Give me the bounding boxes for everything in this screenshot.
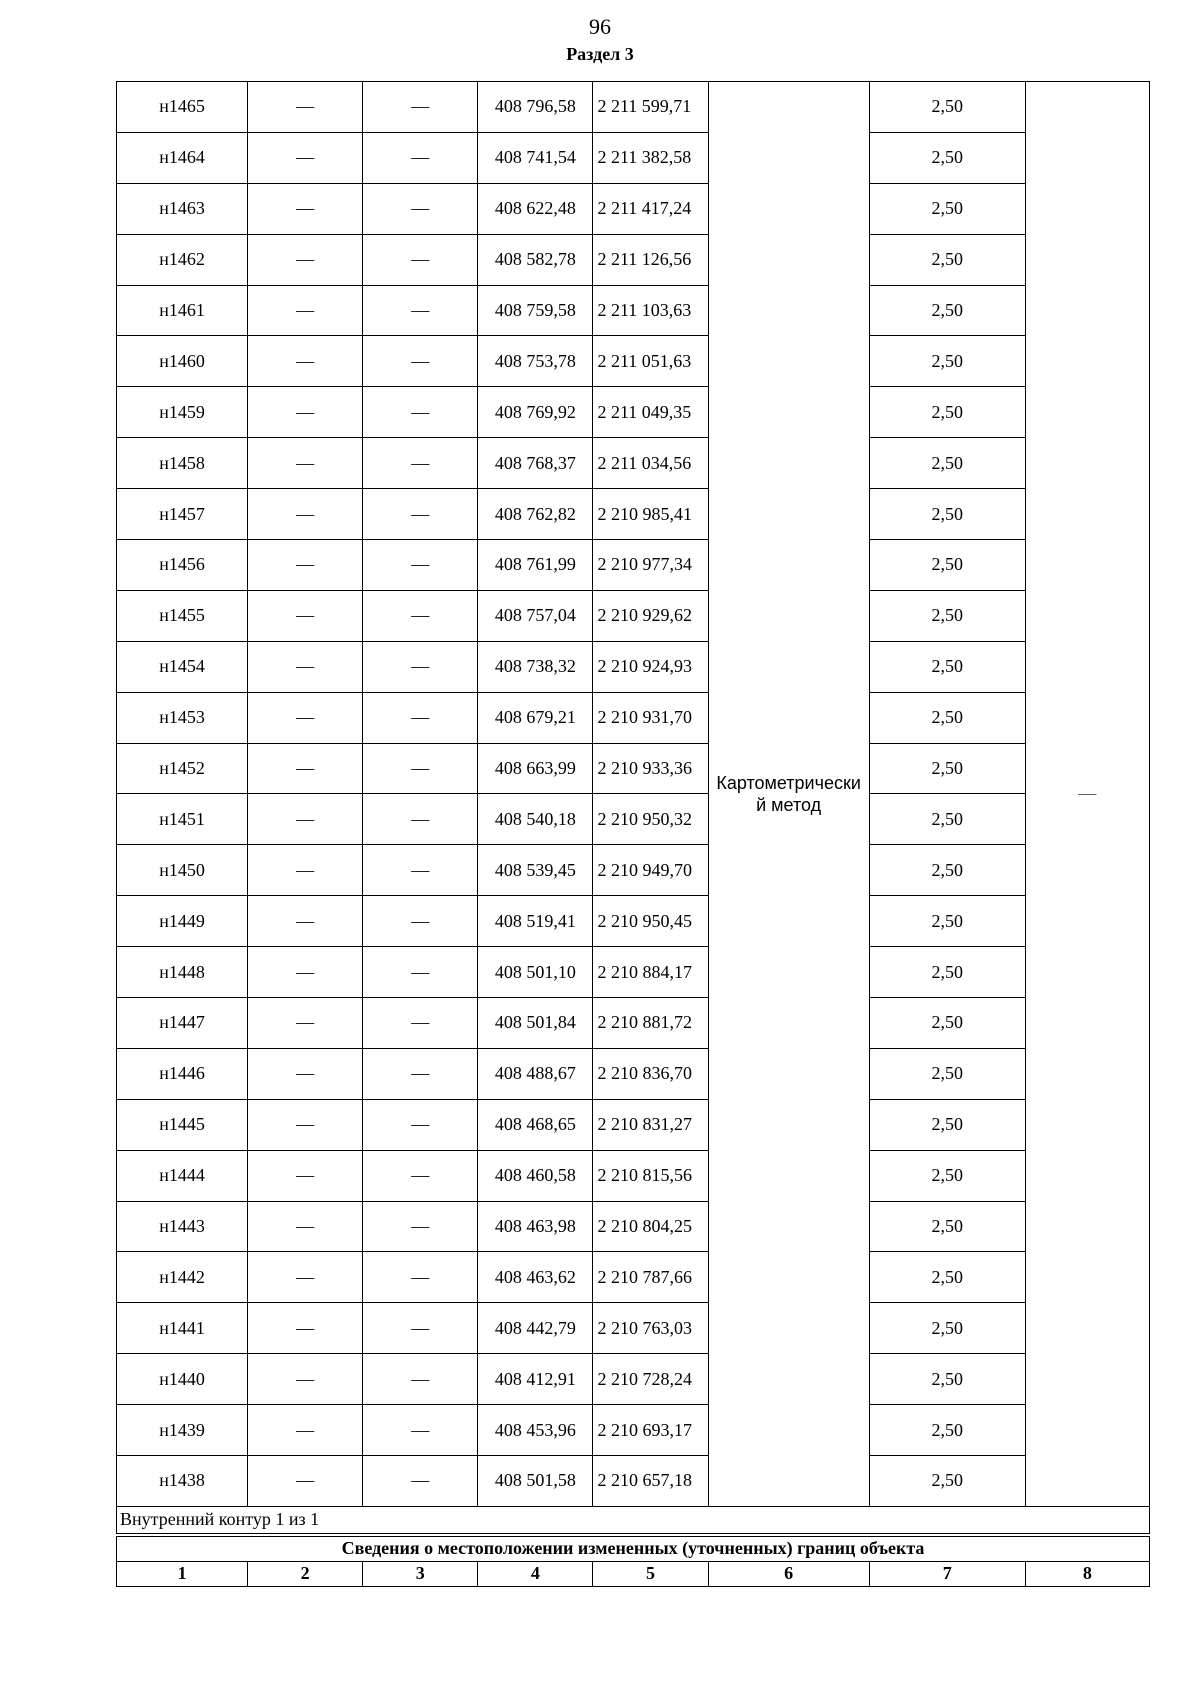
x-coordinate-cell: 408 501,84 <box>478 998 593 1049</box>
y-coordinate-cell: 2 210 929,62 <box>593 590 708 641</box>
dash-cell: — <box>363 641 478 692</box>
x-coordinate-cell: 408 453,96 <box>478 1405 593 1456</box>
accuracy-cell: 2,50 <box>869 438 1025 489</box>
dash-cell: — <box>248 794 363 845</box>
table-row <box>117 692 1150 743</box>
point-number-cell: н1457 <box>117 489 248 540</box>
column-number: 4 <box>478 1561 593 1586</box>
accuracy-cell: 2,50 <box>869 1354 1025 1405</box>
accuracy-cell: 2,50 <box>869 234 1025 285</box>
column-number: 2 <box>248 1561 363 1586</box>
dash-cell: — <box>248 1354 363 1405</box>
dash-cell: — <box>363 1456 478 1507</box>
y-coordinate-cell: 2 210 728,24 <box>593 1354 708 1405</box>
dash-cell: — <box>248 285 363 336</box>
dash-cell: — <box>248 1303 363 1354</box>
x-coordinate-cell: 408 753,78 <box>478 336 593 387</box>
table-row <box>117 336 1150 387</box>
dash-cell: — <box>363 489 478 540</box>
table-row <box>117 132 1150 183</box>
point-number-cell: н1462 <box>117 234 248 285</box>
accuracy-cell: 2,50 <box>869 641 1025 692</box>
dash-cell: — <box>363 794 478 845</box>
y-coordinate-cell: 2 210 815,56 <box>593 1150 708 1201</box>
table-row <box>117 234 1150 285</box>
dash-cell: — <box>363 1150 478 1201</box>
accuracy-cell: 2,50 <box>869 998 1025 1049</box>
dash-cell: — <box>363 1354 478 1405</box>
dash-cell: — <box>248 947 363 998</box>
point-number-cell: н1451 <box>117 794 248 845</box>
table-row <box>117 845 1150 896</box>
x-coordinate-cell: 408 412,91 <box>478 1354 593 1405</box>
x-coordinate-cell: 408 540,18 <box>478 794 593 845</box>
x-coordinate-cell: 408 463,62 <box>478 1252 593 1303</box>
x-coordinate-cell: 408 741,54 <box>478 132 593 183</box>
table-row <box>117 1150 1150 1201</box>
dash-cell: — <box>363 336 478 387</box>
point-number-cell: н1450 <box>117 845 248 896</box>
dash-cell: — <box>363 590 478 641</box>
dash-cell: — <box>248 387 363 438</box>
x-coordinate-cell: 408 762,82 <box>478 489 593 540</box>
y-coordinate-cell: 2 210 950,45 <box>593 896 708 947</box>
column-number: 3 <box>363 1561 478 1586</box>
point-number-cell: н1456 <box>117 540 248 591</box>
accuracy-cell: 2,50 <box>869 1201 1025 1252</box>
point-number-cell: н1440 <box>117 1354 248 1405</box>
accuracy-cell: 2,50 <box>869 1150 1025 1201</box>
accuracy-cell: 2,50 <box>869 743 1025 794</box>
column-numbers-row <box>117 1561 1150 1586</box>
dash-cell: — <box>363 1252 478 1303</box>
x-coordinate-cell: 408 442,79 <box>478 1303 593 1354</box>
x-coordinate-cell: 408 501,10 <box>478 947 593 998</box>
table-row <box>117 540 1150 591</box>
x-coordinate-cell: 408 738,32 <box>478 641 593 692</box>
x-coordinate-cell: 408 501,58 <box>478 1456 593 1507</box>
accuracy-cell: 2,50 <box>869 590 1025 641</box>
table-row <box>117 1252 1150 1303</box>
dash-cell: — <box>248 1405 363 1456</box>
x-coordinate-cell: 408 539,45 <box>478 845 593 896</box>
dash-cell: — <box>248 845 363 896</box>
table-row <box>117 1405 1150 1456</box>
y-coordinate-cell: 2 210 933,36 <box>593 743 708 794</box>
dash-cell: — <box>363 1099 478 1150</box>
dash-cell: — <box>248 1150 363 1201</box>
dash-cell: — <box>248 1252 363 1303</box>
accuracy-cell: 2,50 <box>869 896 1025 947</box>
table-row <box>117 285 1150 336</box>
dash-cell: — <box>363 387 478 438</box>
accuracy-cell: 2,50 <box>869 692 1025 743</box>
dash-cell: — <box>248 438 363 489</box>
point-number-cell: н1453 <box>117 692 248 743</box>
point-number-cell: н1447 <box>117 998 248 1049</box>
point-number-cell: н1442 <box>117 1252 248 1303</box>
x-coordinate-cell: 408 769,92 <box>478 387 593 438</box>
table-row <box>117 1099 1150 1150</box>
point-number-cell: н1448 <box>117 947 248 998</box>
x-coordinate-cell: 408 663,99 <box>478 743 593 794</box>
dash-cell: — <box>248 1201 363 1252</box>
dash-cell: — <box>248 336 363 387</box>
dash-cell: — <box>248 82 363 133</box>
dash-cell: — <box>363 234 478 285</box>
y-coordinate-cell: 2 211 126,56 <box>593 234 708 285</box>
x-coordinate-cell: 408 519,41 <box>478 896 593 947</box>
dash-cell: — <box>363 845 478 896</box>
accuracy-cell: 2,50 <box>869 1405 1025 1456</box>
table-row <box>117 82 1150 133</box>
column-number: 8 <box>1025 1561 1149 1586</box>
dash-cell: — <box>363 743 478 794</box>
table-row <box>117 947 1150 998</box>
info-heading: Сведения о местоположении измененных (уточненных) границ объекта <box>117 1535 1150 1562</box>
dash-cell: — <box>363 1048 478 1099</box>
coordinates-table <box>116 81 1150 1587</box>
y-coordinate-cell: 2 210 924,93 <box>593 641 708 692</box>
point-number-cell: н1449 <box>117 896 248 947</box>
column-number: 1 <box>117 1561 248 1586</box>
y-coordinate-cell: 2 211 049,35 <box>593 387 708 438</box>
dash-cell: — <box>248 692 363 743</box>
dash-cell: — <box>363 1303 478 1354</box>
dash-cell: — <box>248 132 363 183</box>
dash-cell: — <box>248 1048 363 1099</box>
table-row <box>117 590 1150 641</box>
dash-cell: — <box>363 82 478 133</box>
dash-cell: — <box>363 183 478 234</box>
accuracy-cell: 2,50 <box>869 489 1025 540</box>
y-coordinate-cell: 2 210 881,72 <box>593 998 708 1049</box>
dash-cell: — <box>363 692 478 743</box>
point-number-cell: н1455 <box>117 590 248 641</box>
accuracy-cell: 2,50 <box>869 183 1025 234</box>
y-coordinate-cell: 2 211 599,71 <box>593 82 708 133</box>
accuracy-cell: 2,50 <box>869 540 1025 591</box>
column-number: 7 <box>869 1561 1025 1586</box>
dash-cell: — <box>363 998 478 1049</box>
point-number-cell: н1458 <box>117 438 248 489</box>
dash-cell: — <box>248 641 363 692</box>
dash-cell: — <box>363 132 478 183</box>
y-coordinate-cell: 2 210 693,17 <box>593 1405 708 1456</box>
method-cell: Картометрически й метод <box>708 82 869 1507</box>
y-coordinate-cell: 2 210 763,03 <box>593 1303 708 1354</box>
table-row <box>117 998 1150 1049</box>
dash-cell: — <box>248 489 363 540</box>
x-coordinate-cell: 408 468,65 <box>478 1099 593 1150</box>
y-coordinate-cell: 2 210 836,70 <box>593 1048 708 1099</box>
dash-cell: — <box>248 1099 363 1150</box>
table-row <box>117 489 1150 540</box>
dash-cell: — <box>363 438 478 489</box>
accuracy-cell: 2,50 <box>869 1303 1025 1354</box>
section-title: Раздел 3 <box>566 44 634 64</box>
point-number-cell: н1441 <box>117 1303 248 1354</box>
dash-cell: — <box>363 1201 478 1252</box>
table-row <box>117 183 1150 234</box>
accuracy-cell: 2,50 <box>869 336 1025 387</box>
point-number-cell: н1446 <box>117 1048 248 1099</box>
y-coordinate-cell: 2 210 657,18 <box>593 1456 708 1507</box>
x-coordinate-cell: 408 488,67 <box>478 1048 593 1099</box>
table-row <box>117 743 1150 794</box>
y-coordinate-cell: 2 211 382,58 <box>593 132 708 183</box>
x-coordinate-cell: 408 796,58 <box>478 82 593 133</box>
x-coordinate-cell: 408 679,21 <box>478 692 593 743</box>
point-number-cell: н1444 <box>117 1150 248 1201</box>
point-number-cell: н1443 <box>117 1201 248 1252</box>
dash-cell: — <box>363 285 478 336</box>
y-coordinate-cell: 2 211 417,24 <box>593 183 708 234</box>
x-coordinate-cell: 408 460,58 <box>478 1150 593 1201</box>
accuracy-cell: 2,50 <box>869 845 1025 896</box>
dash-cell: — <box>363 1405 478 1456</box>
contour-row <box>117 1506 1150 1535</box>
dash-cell: — <box>363 947 478 998</box>
point-number-cell: н1459 <box>117 387 248 438</box>
y-coordinate-cell: 2 210 950,32 <box>593 794 708 845</box>
y-coordinate-cell: 2 210 985,41 <box>593 489 708 540</box>
dash-cell: — <box>248 234 363 285</box>
dash-cell: — <box>248 183 363 234</box>
table-row <box>117 794 1150 845</box>
accuracy-cell: 2,50 <box>869 947 1025 998</box>
y-coordinate-cell: 2 211 051,63 <box>593 336 708 387</box>
point-number-cell: н1439 <box>117 1405 248 1456</box>
point-number-cell: н1460 <box>117 336 248 387</box>
description-cell: — <box>1025 82 1149 1507</box>
accuracy-cell: 2,50 <box>869 285 1025 336</box>
y-coordinate-cell: 2 210 977,34 <box>593 540 708 591</box>
point-number-cell: н1465 <box>117 82 248 133</box>
point-number-cell: н1464 <box>117 132 248 183</box>
point-number-cell: н1463 <box>117 183 248 234</box>
column-number: 6 <box>708 1561 869 1586</box>
accuracy-cell: 2,50 <box>869 82 1025 133</box>
point-number-cell: н1452 <box>117 743 248 794</box>
accuracy-cell: 2,50 <box>869 1048 1025 1099</box>
point-number-cell: н1445 <box>117 1099 248 1150</box>
accuracy-cell: 2,50 <box>869 132 1025 183</box>
table-row <box>117 896 1150 947</box>
dash-cell: — <box>248 896 363 947</box>
y-coordinate-cell: 2 210 931,70 <box>593 692 708 743</box>
x-coordinate-cell: 408 757,04 <box>478 590 593 641</box>
y-coordinate-cell: 2 210 804,25 <box>593 1201 708 1252</box>
accuracy-cell: 2,50 <box>869 1456 1025 1507</box>
accuracy-cell: 2,50 <box>869 387 1025 438</box>
table-row <box>117 438 1150 489</box>
dash-cell: — <box>363 896 478 947</box>
page-number: 96 <box>589 14 611 39</box>
x-coordinate-cell: 408 768,37 <box>478 438 593 489</box>
accuracy-cell: 2,50 <box>869 1099 1025 1150</box>
y-coordinate-cell: 2 211 103,63 <box>593 285 708 336</box>
table-row <box>117 1201 1150 1252</box>
table-body <box>117 82 1150 1587</box>
table-row <box>117 641 1150 692</box>
dash-cell: — <box>363 540 478 591</box>
y-coordinate-cell: 2 210 787,66 <box>593 1252 708 1303</box>
x-coordinate-cell: 408 622,48 <box>478 183 593 234</box>
table-row <box>117 1303 1150 1354</box>
accuracy-cell: 2,50 <box>869 1252 1025 1303</box>
y-coordinate-cell: 2 210 949,70 <box>593 845 708 896</box>
table-row <box>117 1456 1150 1507</box>
dash-cell: — <box>248 540 363 591</box>
x-coordinate-cell: 408 582,78 <box>478 234 593 285</box>
table-row <box>117 1048 1150 1099</box>
dash-cell: — <box>248 743 363 794</box>
column-number: 5 <box>593 1561 708 1586</box>
accuracy-cell: 2,50 <box>869 794 1025 845</box>
x-coordinate-cell: 408 759,58 <box>478 285 593 336</box>
info-heading-row <box>117 1535 1150 1562</box>
table-row <box>117 1354 1150 1405</box>
point-number-cell: н1454 <box>117 641 248 692</box>
y-coordinate-cell: 2 211 034,56 <box>593 438 708 489</box>
contour-label: Внутренний контур 1 из 1 <box>117 1506 1150 1535</box>
table-row <box>117 387 1150 438</box>
point-number-cell: н1461 <box>117 285 248 336</box>
y-coordinate-cell: 2 210 884,17 <box>593 947 708 998</box>
x-coordinate-cell: 408 463,98 <box>478 1201 593 1252</box>
x-coordinate-cell: 408 761,99 <box>478 540 593 591</box>
y-coordinate-cell: 2 210 831,27 <box>593 1099 708 1150</box>
dash-cell: — <box>248 590 363 641</box>
point-number-cell: н1438 <box>117 1456 248 1507</box>
dash-cell: — <box>248 1456 363 1507</box>
dash-cell: — <box>248 998 363 1049</box>
